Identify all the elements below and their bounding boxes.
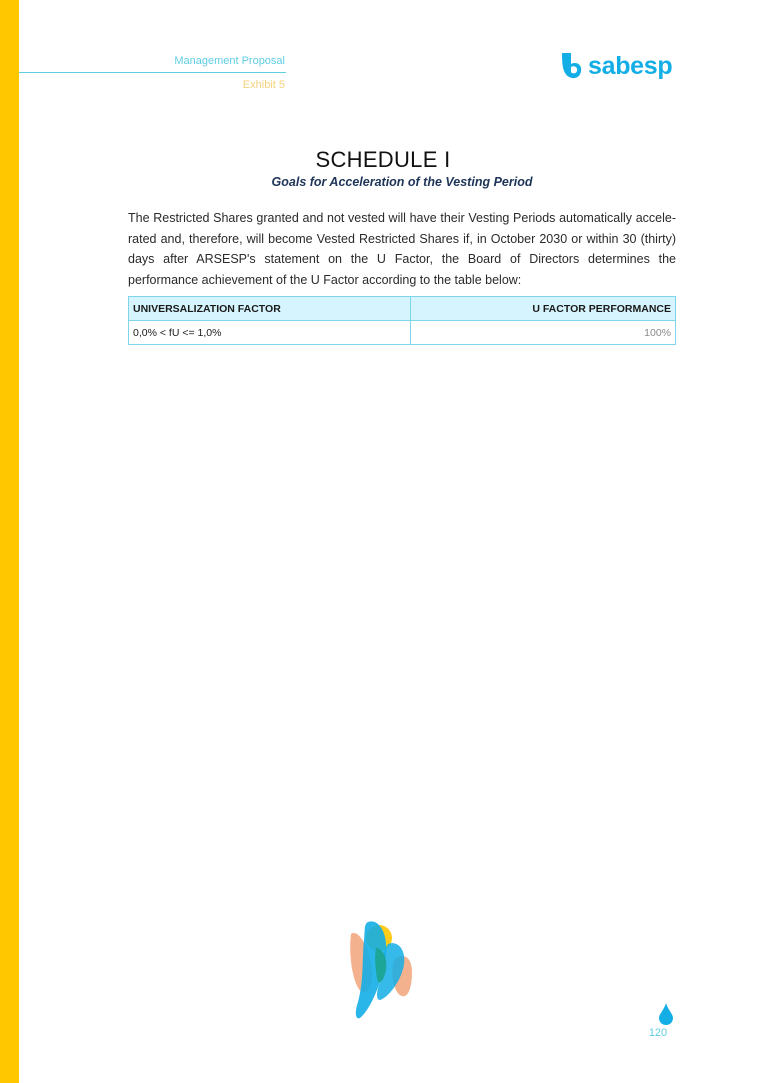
sabesp-logo-icon: [559, 52, 583, 80]
table-cell-factor: 0,0% < fU <= 1,0%: [129, 321, 411, 345]
table-row: [129, 321, 676, 345]
page-subtitle: Goals for Acceleration of the Vesting Period: [271, 175, 533, 189]
table-header-row: [129, 297, 676, 321]
water-drop-icon: [659, 1003, 673, 1025]
page-number: 120: [648, 1027, 668, 1039]
column-header-universalization: UNIVERSALIZATION FACTOR: [129, 297, 411, 321]
goals-table: [128, 296, 676, 345]
header-divider: [19, 72, 286, 73]
logo-wordmark: sabesp: [588, 51, 673, 80]
exhibit-label: Exhibit 5: [242, 79, 285, 91]
page-title: SCHEDULE I: [315, 147, 451, 172]
body-paragraph: The Restricted Shares granted and not vested will have their Vesting Periods automatically accele-rated and, therefore, will become Vested Restricted Shares if, in October 2030 or within 30 (thirty) days after ARSESP's statement on the U Factor, the Board of Directors determines the performance achievement of the U Factor according to the table below:: [128, 211, 676, 287]
sabesp-logo: [559, 51, 672, 81]
section-label: Management Proposal: [174, 55, 285, 67]
table-cell-performance: 100%: [410, 321, 675, 345]
column-header-performance: U FACTOR PERFORMANCE: [410, 297, 675, 321]
decorative-figure-illustration: [348, 918, 420, 1020]
